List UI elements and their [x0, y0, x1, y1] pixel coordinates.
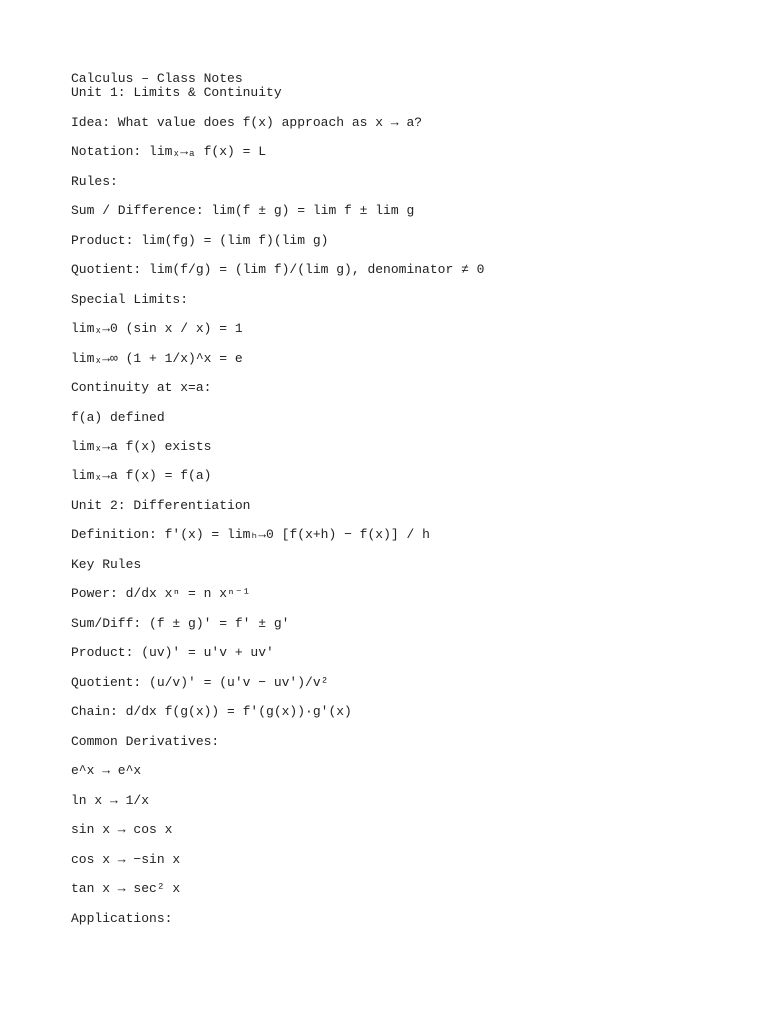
- common-derivatives-heading: Common Derivatives:: [71, 733, 220, 749]
- rule-quotient: Quotient: lim(f/g) = (lim f)/(lim g), denominator ≠ 0: [71, 262, 485, 278]
- rule-chain: Chain: d/dx f(g(x)) = f'(g(x))·g'(x): [71, 704, 352, 720]
- derivative-definition: Definition: f'(x) = limₕ→0 [f(x+h) − f(x)] / h: [71, 527, 430, 543]
- special-limit-e: limₓ→∞ (1 + 1/x)^x = e: [71, 350, 243, 366]
- special-limit-sinx: limₓ→0 (sin x / x) = 1: [71, 321, 243, 337]
- document-title: Calculus – Class Notes: [71, 71, 243, 86]
- rule-power: Power: d/dx xⁿ = n xⁿ⁻¹: [71, 586, 251, 602]
- rule-sum-difference: Sum / Difference: lim(f ± g) = lim f ± lim g: [71, 203, 415, 219]
- rule-product: Product: lim(fg) = (lim f)(lim g): [71, 232, 329, 248]
- continuity-condition-2: limₓ→a f(x) exists: [71, 439, 212, 454]
- derivative-exp: e^x → e^x: [71, 763, 142, 779]
- continuity-heading: Continuity at x=a:: [71, 380, 212, 396]
- rule-sum-diff-derivative: Sum/Diff: (f ± g)' = f' ± g': [71, 615, 290, 631]
- note-idea: Idea: What value does f(x) approach as x → a?: [71, 114, 423, 130]
- rules-heading: Rules:: [71, 173, 118, 189]
- derivative-cos: cos x → −sin x: [71, 851, 181, 867]
- continuity-condition-3: limₓ→a f(x) = f(a): [71, 468, 212, 484]
- unit-2-heading: Unit 2: Differentiation: [71, 497, 251, 513]
- rule-product-derivative: Product: (uv)' = u'v + uv': [71, 645, 274, 661]
- derivative-ln: ln x → 1/x: [71, 792, 150, 808]
- notes-page: [71, 72, 711, 926]
- unit-1-heading: Unit 1: Limits & Continuity: [71, 85, 282, 101]
- key-rules-heading: Key Rules: [71, 556, 142, 572]
- title-block: [71, 72, 711, 101]
- special-limits-heading: Special Limits:: [71, 291, 189, 307]
- derivative-sin: sin x → cos x: [71, 822, 173, 838]
- applications-heading: Applications:: [71, 910, 173, 926]
- rule-quotient-derivative: Quotient: (u/v)' = (u'v − uv')/v²: [71, 674, 329, 690]
- derivative-tan: tan x → sec² x: [71, 881, 181, 897]
- note-notation: Notation: limₓ→ₐ f(x) = L: [71, 144, 267, 160]
- continuity-condition-1: f(a) defined: [71, 409, 165, 425]
